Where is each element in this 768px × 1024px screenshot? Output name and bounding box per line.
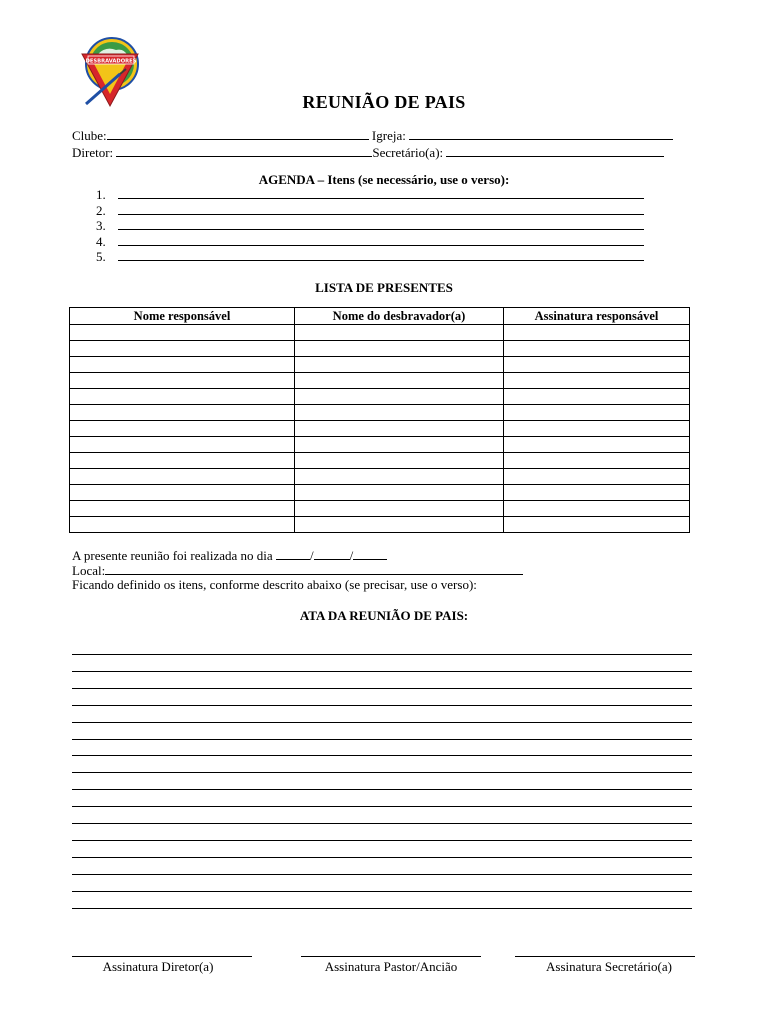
agenda-item-field[interactable] (118, 219, 644, 230)
agenda-item (96, 249, 644, 265)
cell-nome-desbravador[interactable] (295, 373, 504, 389)
ata-line[interactable] (72, 840, 692, 841)
cell-nome-desbravador[interactable] (295, 501, 504, 517)
cell-assinatura[interactable] (504, 405, 690, 421)
signature-label-diretor: Assinatura Diretor(a) (102, 959, 214, 974)
ata-line[interactable] (72, 891, 692, 892)
ata-line[interactable] (72, 772, 692, 773)
cell-nome-responsavel[interactable] (70, 517, 295, 533)
signature-line-secretario[interactable] (515, 956, 695, 957)
cell-assinatura[interactable] (504, 469, 690, 485)
agenda-title: AGENDA – Itens (se necessário, use o verso): (258, 172, 510, 187)
cell-nome-responsavel[interactable] (70, 421, 295, 437)
ata-line[interactable] (72, 688, 692, 689)
table-row (70, 389, 690, 405)
table-row (70, 485, 690, 501)
agenda-item-field[interactable] (118, 188, 644, 199)
ata-line[interactable] (72, 806, 692, 807)
cell-nome-responsavel[interactable] (70, 405, 295, 421)
table-row (70, 469, 690, 485)
agenda-item-field[interactable] (118, 250, 644, 261)
data-reuniao-label: A presente reunião foi realizada no dia (72, 548, 273, 563)
table-row (70, 341, 690, 357)
agenda-item (96, 203, 644, 219)
table-row (70, 357, 690, 373)
cell-assinatura[interactable] (504, 485, 690, 501)
ata-title: ATA DA REUNIÃO DE PAIS: (299, 608, 469, 623)
cell-nome-responsavel[interactable] (70, 437, 295, 453)
month-field[interactable] (314, 548, 350, 560)
table-row (70, 421, 690, 437)
clube-field[interactable] (107, 128, 369, 140)
signature-line-pastor[interactable] (301, 956, 481, 957)
ata-line[interactable] (72, 739, 692, 740)
clube-label: Clube: (72, 128, 107, 143)
ata-line[interactable] (72, 755, 692, 756)
agenda-item-number: 5. (96, 249, 106, 264)
logo-text: DESBRAVADORES (85, 58, 137, 65)
cell-nome-responsavel[interactable] (70, 341, 295, 357)
agenda-item-field[interactable] (118, 235, 644, 246)
cell-nome-responsavel[interactable] (70, 325, 295, 341)
cell-assinatura[interactable] (504, 373, 690, 389)
cell-nome-desbravador[interactable] (295, 469, 504, 485)
data-reuniao-row: A presente reunião foi realizada no dia / / (72, 548, 387, 564)
signature-label-secretario: Assinatura Secretário(a) (546, 959, 672, 974)
cell-nome-desbravador[interactable] (295, 485, 504, 501)
signature-line-diretor[interactable] (72, 956, 252, 957)
cell-nome-responsavel[interactable] (70, 485, 295, 501)
cell-nome-desbravador[interactable] (295, 437, 504, 453)
column-header-nome-responsavel: Nome responsável (70, 308, 295, 325)
table-row (70, 437, 690, 453)
table-row (70, 405, 690, 421)
year-field[interactable] (353, 548, 387, 560)
cell-nome-desbravador[interactable] (295, 405, 504, 421)
igreja-label: Igreja: (371, 128, 406, 143)
cell-assinatura[interactable] (504, 341, 690, 357)
agenda-item (96, 218, 644, 234)
cell-nome-responsavel[interactable] (70, 453, 295, 469)
cell-nome-desbravador[interactable] (295, 517, 504, 533)
cell-nome-responsavel[interactable] (70, 357, 295, 373)
attendance-table (69, 307, 690, 533)
cell-nome-responsavel[interactable] (70, 501, 295, 517)
column-header-assinatura: Assinatura responsável (504, 308, 690, 325)
secretario-field[interactable] (446, 145, 664, 157)
diretor-row (72, 145, 664, 161)
cell-nome-desbravador[interactable] (295, 341, 504, 357)
ata-line[interactable] (72, 722, 692, 723)
cell-assinatura[interactable] (504, 325, 690, 341)
cell-nome-responsavel[interactable] (70, 469, 295, 485)
cell-nome-responsavel[interactable] (70, 389, 295, 405)
local-label: Local: (72, 563, 106, 578)
agenda-item (96, 234, 644, 250)
agenda-item-field[interactable] (118, 204, 644, 215)
cell-nome-desbravador[interactable] (295, 357, 504, 373)
agenda-item-number: 1. (96, 187, 106, 202)
day-field[interactable] (276, 548, 310, 560)
ata-line[interactable] (72, 654, 692, 655)
cell-assinatura[interactable] (504, 501, 690, 517)
ata-line[interactable] (72, 823, 692, 824)
ata-line[interactable] (72, 908, 692, 909)
ata-line[interactable] (72, 857, 692, 858)
agenda-item (96, 187, 644, 203)
cell-nome-responsavel[interactable] (70, 373, 295, 389)
itens-definidos-note: Ficando definido os itens, conforme descrito abaixo (se precisar, use o verso): (72, 577, 477, 592)
cell-nome-desbravador[interactable] (295, 325, 504, 341)
cell-assinatura[interactable] (504, 517, 690, 533)
diretor-label: Diretor: (72, 145, 114, 160)
diretor-field[interactable] (116, 145, 372, 157)
cell-assinatura[interactable] (504, 357, 690, 373)
agenda-item-number: 2. (96, 203, 106, 218)
agenda-item-number: 3. (96, 218, 106, 233)
cell-nome-desbravador[interactable] (295, 453, 504, 469)
ata-line[interactable] (72, 874, 692, 875)
cell-nome-desbravador[interactable] (295, 389, 504, 405)
secretario-label: Secretário(a): (372, 145, 444, 160)
clube-row (72, 128, 673, 144)
agenda-item-number: 4. (96, 234, 106, 249)
page-title: REUNIÃO DE PAIS (302, 92, 466, 112)
cell-assinatura[interactable] (504, 437, 690, 453)
table-row (70, 517, 690, 533)
table-row (70, 453, 690, 469)
table-header-row (70, 308, 690, 325)
signature-label-pastor: Assinatura Pastor/Ancião (324, 959, 458, 974)
lista-title: LISTA DE PRESENTES (315, 280, 453, 295)
ata-line[interactable] (72, 789, 692, 790)
local-field[interactable] (105, 563, 523, 575)
ata-line[interactable] (72, 671, 692, 672)
cell-assinatura[interactable] (504, 421, 690, 437)
table-row (70, 501, 690, 517)
igreja-field[interactable] (409, 128, 673, 140)
table-row (70, 325, 690, 341)
cell-nome-desbravador[interactable] (295, 421, 504, 437)
table-row (70, 373, 690, 389)
cell-assinatura[interactable] (504, 389, 690, 405)
ata-line[interactable] (72, 705, 692, 706)
column-header-nome-desbravador: Nome do desbravador(a) (295, 308, 504, 325)
cell-assinatura[interactable] (504, 453, 690, 469)
